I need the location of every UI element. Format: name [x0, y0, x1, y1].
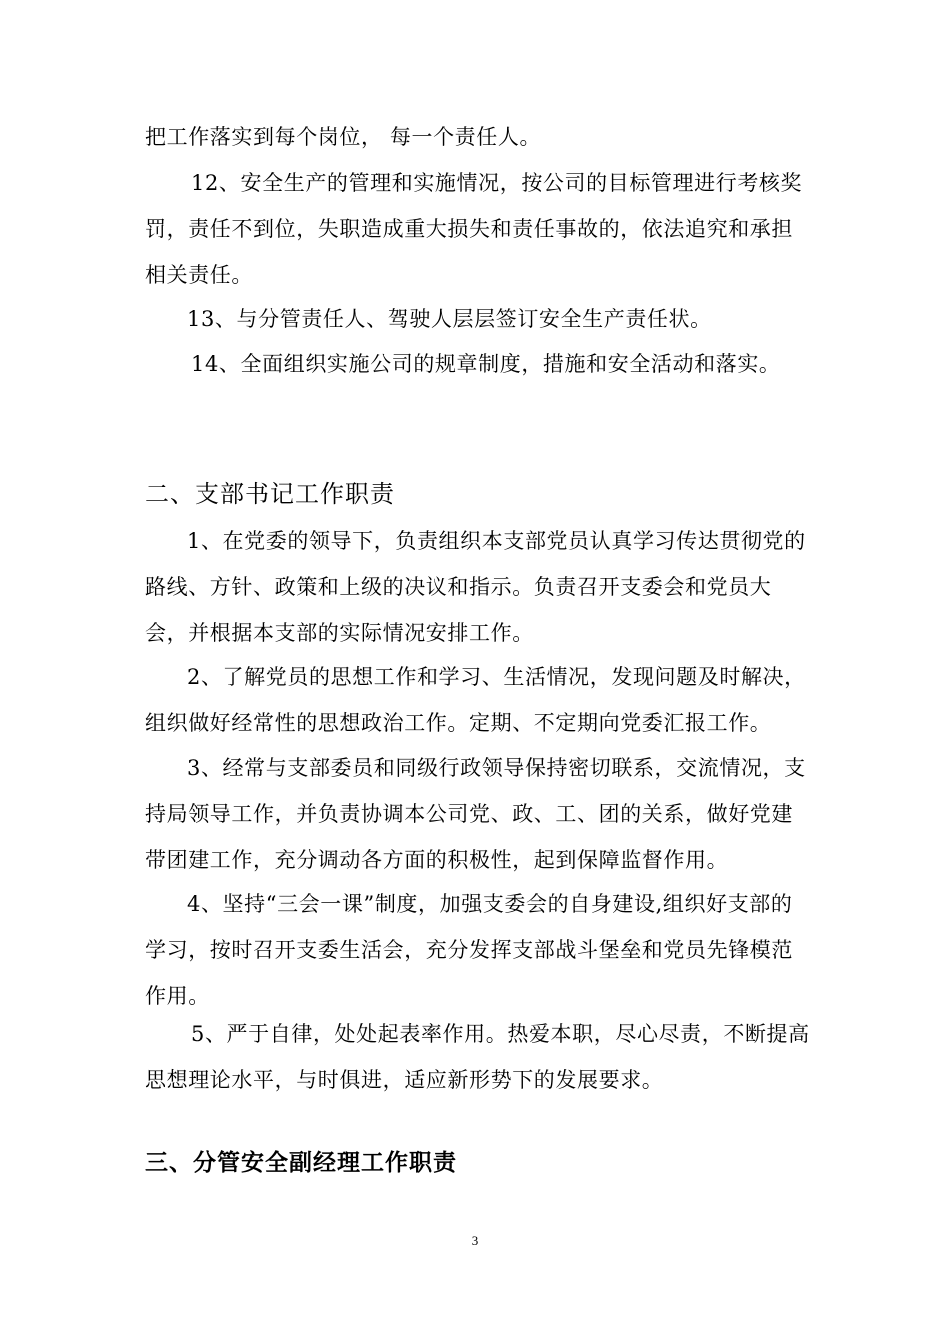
paragraph-continuation: 把工作落实到每个岗位， 每一个责任人。 — [145, 125, 542, 149]
paragraph-item-12: 12、安全生产的管理和实施情况，按公司的目标管理进行考核奖罚，责任不到位，失职造成重大损失和责任事故的，依法追究和承担相关责任。 — [145, 171, 803, 287]
section-heading-3: 三、分管安全副经理工作职责 — [145, 1150, 457, 1176]
section2-item-3: 3、经常与支部委员和同级行政领导保持密切联系，交流情况，支持局领导工作，并负责协调本公司党、政、工、团的关系，做好党建带团建工作，充分调动各方面的积极性，起到保障监督作用。 — [145, 756, 806, 872]
section2-item-5: 5、严于自律，处处起表率作用。热爱本职，尽心尽责，不断提高思想理论水平，与时俱进，适应新形势下的发展要求。 — [145, 1022, 810, 1092]
section2-item-1: 1、在党委的领导下，负责组织本支部党员认真学习传达贯彻党的路线、方针、政策和上级的决议和指示。负责召开支委会和党员大会，并根据本支部的实际情况安排工作。 — [145, 529, 806, 645]
paragraph-item-14: 14、全面组织实施公司的规章制度，措施和安全活动和落实。 — [191, 352, 781, 376]
paragraph-item-13: 13、与分管责任人、驾驶人层层签订安全生产责任状。 — [187, 307, 712, 331]
section2-item-2: 2、了解党员的思想工作和学习、生活情况，发现问题及时解决，组织做好经常性的思想政治工作。定期、不定期向党委汇报工作。 — [145, 665, 806, 735]
section2-item-4: 4、坚持“三会一课”制度，加强支委会的自身建设,组织好支部的学习，按时召开支委生活会，充分发挥支部战斗堡垒和党员先锋模范作用。 — [145, 892, 793, 1008]
section-heading-2: 二、支部书记工作职责 — [145, 480, 395, 508]
page-number: 3 — [471, 1233, 479, 1248]
